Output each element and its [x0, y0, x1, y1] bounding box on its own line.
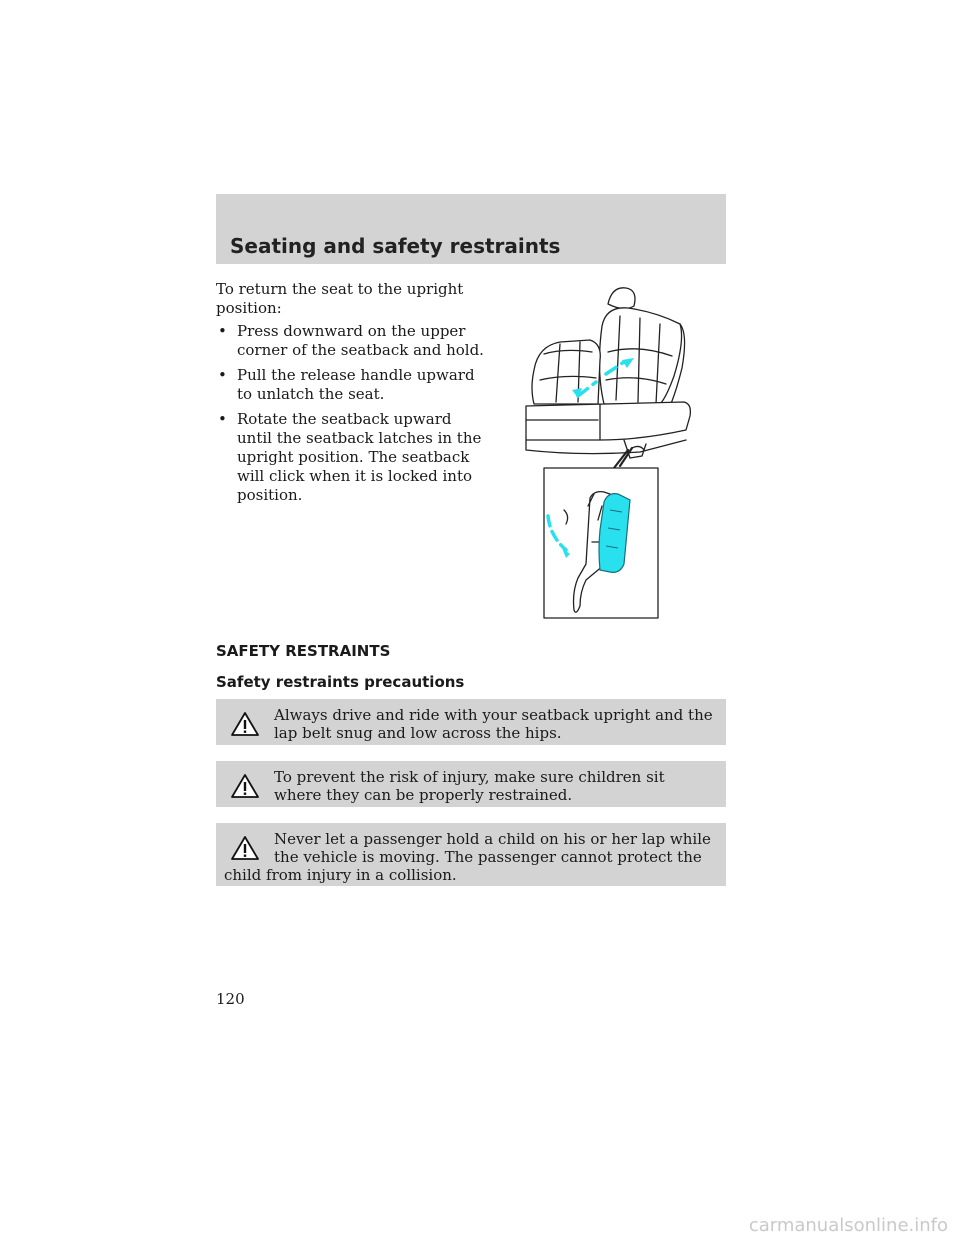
list-item — [216, 366, 486, 404]
intro-text — [216, 280, 486, 511]
warning-text: Always drive and ride with your seatback upright and the lap belt snug and low across the hips. — [274, 706, 713, 742]
warning-box — [216, 823, 726, 886]
bullet-icon: • — [218, 322, 227, 340]
list-item-text: Press downward on the upper corner of the seatback and hold. — [237, 322, 484, 359]
footer-watermark-link[interactable]: carmanualsonline.info — [748, 1215, 948, 1236]
instruction-list — [216, 322, 486, 505]
page-number: 120 — [216, 990, 245, 1008]
section-header-band — [216, 194, 726, 264]
warning-text: To prevent the risk of injury, make sure children sit where they can be properly restrained. — [274, 768, 665, 804]
warning-box — [216, 761, 726, 807]
warning-triangle-icon — [230, 711, 260, 737]
warning-box — [216, 699, 726, 745]
warning-triangle-icon — [230, 835, 260, 861]
warning-triangle-icon — [230, 773, 260, 799]
subsection-title: Safety restraints precautions — [216, 673, 465, 691]
bullet-icon: • — [218, 410, 227, 428]
list-item-text: Rotate the seatback upward until the seatback latches in the upright position. The seatback will click when it is locked into position. — [237, 410, 482, 504]
page-title: Seating and safety restraints — [230, 234, 561, 258]
warning-text: Never let a passenger hold a child on his or her lap while the vehicle is moving. The passenger cannot protect the child from injury in a collision. — [224, 830, 711, 884]
seat-illustration — [520, 280, 710, 625]
list-item-text: Pull the release handle upward to unlatch the seat. — [237, 366, 475, 403]
list-item — [216, 410, 486, 505]
section-title: SAFETY RESTRAINTS — [216, 642, 391, 660]
list-item — [216, 322, 486, 360]
bullet-icon: • — [218, 366, 227, 384]
intro-lead: To return the seat to the upright position: — [216, 280, 464, 317]
